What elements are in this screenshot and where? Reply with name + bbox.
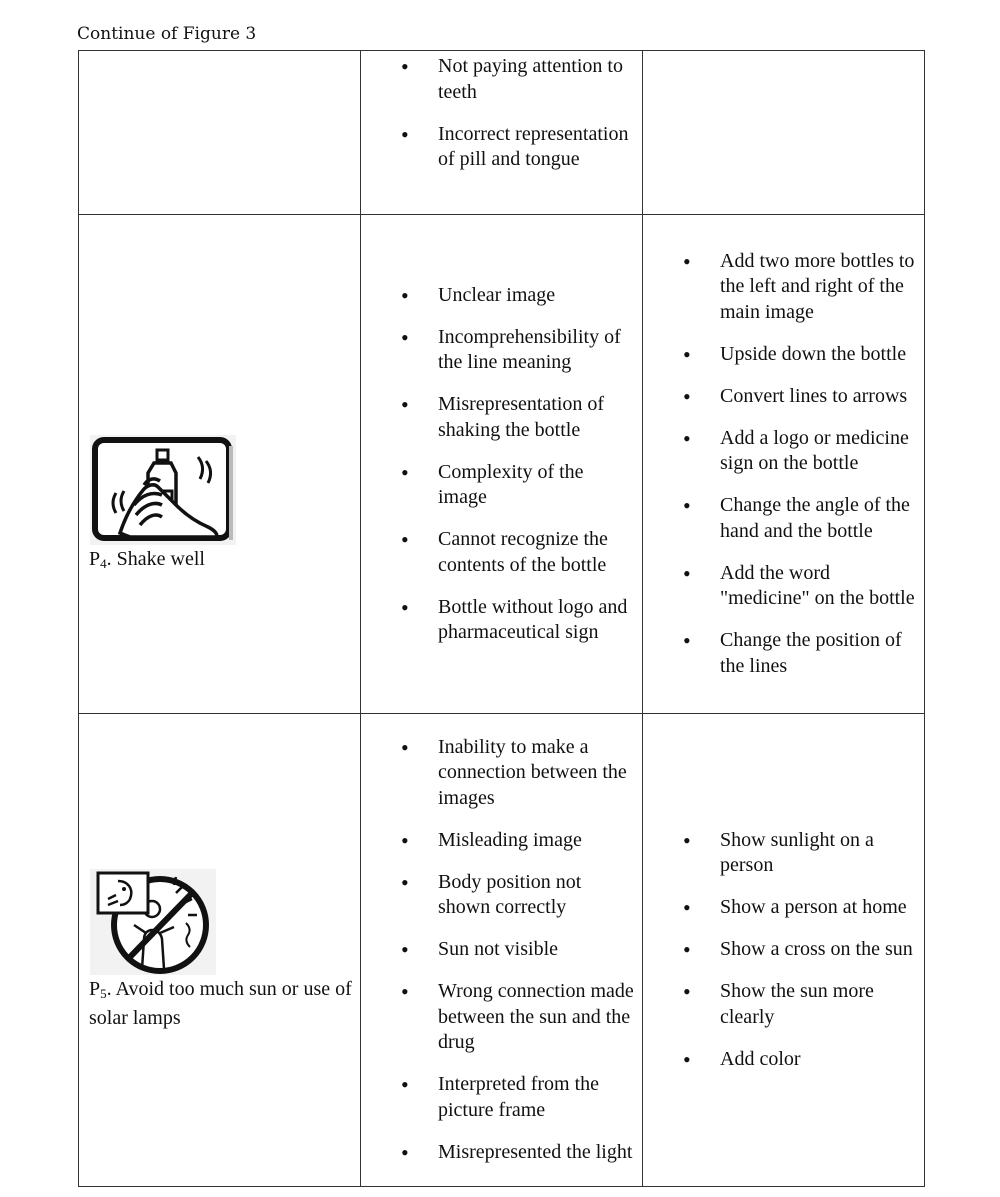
- pictogram-cell: [79, 51, 361, 215]
- suggestions-list: [643, 249, 924, 680]
- list-item: • Add a logo or medicine sign on the bottle: [643, 426, 924, 477]
- pictogram-label: $P_5$. Avoid too much sun or use of solar lamps: [89, 977, 352, 1029]
- pictogram-label: $P_4$. Shake well: [89, 548, 205, 572]
- list-item: • Cannot recognize the contents of the bottle: [361, 527, 642, 578]
- list-item: • Interpreted from the picture frame: [361, 1072, 642, 1123]
- list-item: • Incomprehensibility of the line meaning: [361, 325, 642, 376]
- list-item: • Incorrect representation of pill and tongue: [361, 122, 642, 173]
- suggestions-cell: [643, 714, 925, 1187]
- list-item: • Add the word "medicine" on the bottle: [643, 561, 924, 612]
- avoid-sun-icon: [90, 869, 216, 975]
- problems-list: [361, 54, 642, 173]
- suggestions-cell: [643, 215, 925, 714]
- pictogram-table: [78, 50, 925, 1187]
- list-item: • Upside down the bottle: [643, 342, 924, 368]
- list-item: • Wrong connection made between the sun and the drug: [361, 979, 642, 1056]
- problems-list: [361, 283, 642, 646]
- list-item: • Complexity of the image: [361, 460, 642, 511]
- list-item: • Show a cross on the sun: [643, 937, 924, 963]
- problems-cell: [361, 215, 643, 714]
- table-row: [79, 215, 925, 714]
- pictogram-cell: [79, 714, 361, 1187]
- list-item: • Not paying attention to teeth: [361, 54, 642, 105]
- list-item: • Misleading image: [361, 828, 642, 854]
- list-item: • Show a person at home: [643, 895, 924, 921]
- problems-cell: [361, 714, 643, 1187]
- list-item: • Inability to make a connection between the images: [361, 735, 642, 812]
- list-item: • Change the position of the lines: [643, 628, 924, 679]
- figure-caption: Continue of Figure 3: [77, 24, 257, 44]
- pictogram-cell: [79, 215, 361, 714]
- list-item: • Show the sun more clearly: [643, 979, 924, 1030]
- suggestions-list: [643, 828, 924, 1073]
- shake-bottle-icon: [90, 435, 236, 545]
- list-item: • Sun not visible: [361, 937, 642, 963]
- suggestions-cell: [643, 51, 925, 215]
- table-row: [79, 714, 925, 1187]
- list-item: • Add color: [643, 1047, 924, 1073]
- list-item: • Convert lines to arrows: [643, 384, 924, 410]
- problems-list: [361, 735, 642, 1166]
- list-item: • Body position not shown correctly: [361, 870, 642, 921]
- list-item: • Misrepresented the light: [361, 1140, 642, 1166]
- problems-cell: [361, 51, 643, 215]
- list-item: • Misrepresentation of shaking the bottle: [361, 392, 642, 443]
- list-item: • Bottle without logo and pharmaceutical sign: [361, 595, 642, 646]
- list-item: • Unclear image: [361, 283, 642, 309]
- list-item: • Show sunlight on a person: [643, 828, 924, 879]
- list-item: • Change the angle of the hand and the bottle: [643, 493, 924, 544]
- list-item: • Add two more bottles to the left and right of the main image: [643, 249, 924, 326]
- table-row: [79, 51, 925, 215]
